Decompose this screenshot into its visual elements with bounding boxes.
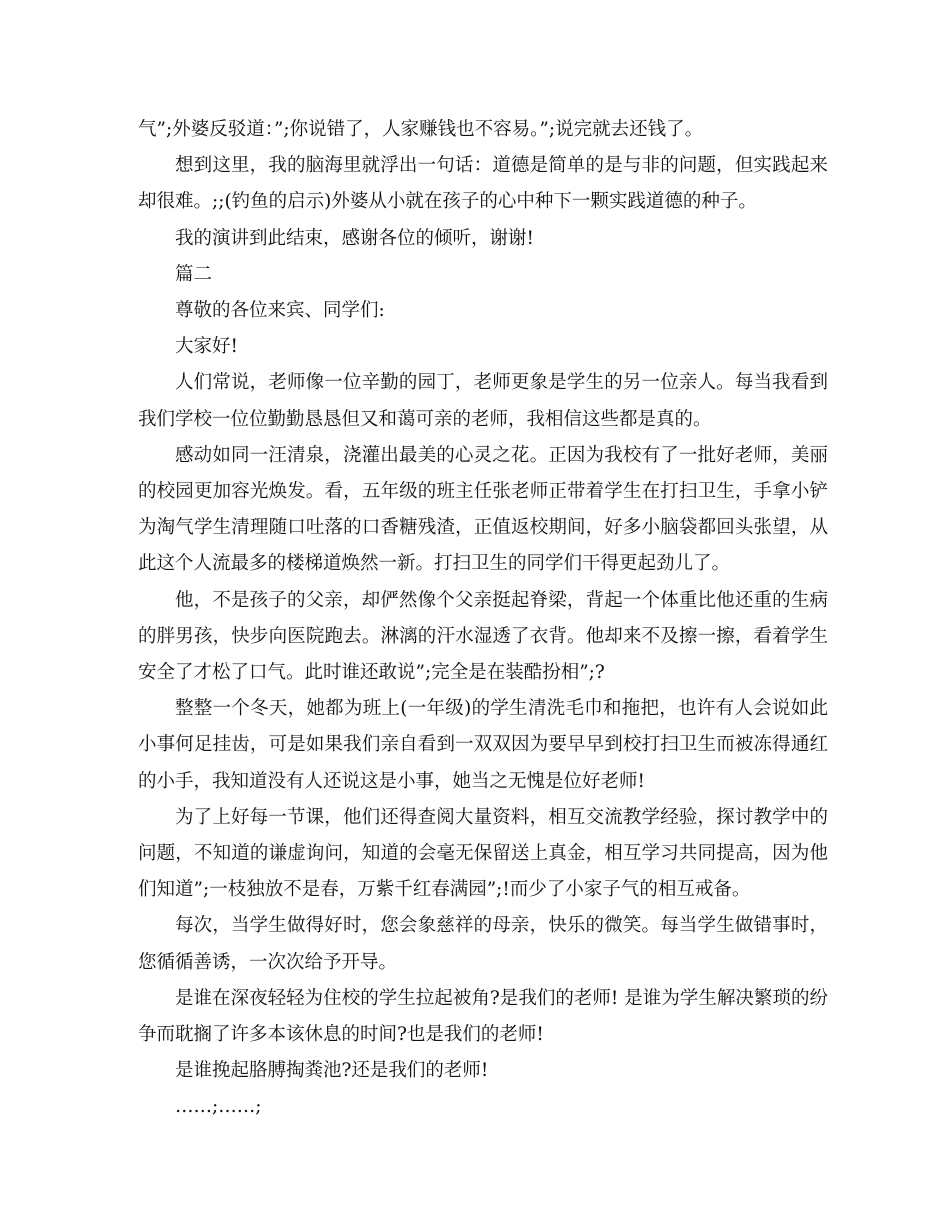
paragraph: 是谁挽起胳膊掏粪池?还是我们的老师!	[175, 1060, 489, 1082]
paragraph: 整整一个冬天，她都为班上(一年级)的学生清洗毛巾和拖把，也许有人会说如此小事何足挂齿，可是如果我们亲自看到一双双因为要早早到校打扫卫生而被冻得通红的小手，我知道没有人还说这是小事，她当之无愧是位好老师!	[138, 698, 828, 792]
paragraph-ellipsis: ……;……;	[175, 1096, 262, 1118]
paragraph: 想到这里，我的脑海里就浮出一句话：道德是简单的是与非的问题，但实践起来却很难。;;(钓鱼的启示)外婆从小就在孩子的心中种下一颗实践道德的种子。	[138, 155, 828, 213]
paragraph: 人们常说，老师像一位辛勤的园丁，老师更象是学生的另一位亲人。每当我看到我们学校一位位勤勤恳恳但又和蔼可亲的老师，我相信这些都是真的。	[138, 372, 828, 430]
paragraph: 每次，当学生做得好时，您会象慈祥的母亲，快乐的微笑。每当学生做错事时，您循循善诱，一次次给予开导。	[138, 915, 828, 973]
paragraph: 为了上好每一节课，他们还得查阅大量资料，相互交流教学经验，探讨教学中的问题，不知道的谦虚询问，知道的会毫无保留送上真金，相互学习共同提高，因为他们知道”;一枝独放不是春，万紫千红春满园”;!而少了小家子气的相互戒备。	[138, 806, 828, 901]
paragraph: 他，不是孩子的父亲，却俨然像个父亲挺起脊梁，背起一个体重比他还重的生病的胖男孩，快步向医院跑去。淋漓的汗水湿透了衣背。他却来不及擦一擦，看着学生安全了才松了口气。此时谁还敢说”;完全是在装酷扮相”;?	[138, 589, 828, 684]
paragraph: 感动如同一汪清泉，浇灌出最美的心灵之花。正因为我校有了一批好老师，美丽的校园更加容光焕发。看，五年级的班主任张老师正带着学生在打扫卫生，手拿小铲为淘气学生清理随口吐落的口香糖残渣，正值返校期间，好多小脑袋都回头张望，从此这个人流最多的楼梯道焕然一新。打扫卫生的同学们干得更起劲儿了。	[138, 444, 828, 575]
section-heading: 篇二	[175, 263, 213, 285]
greeting: 大家好!	[175, 336, 238, 358]
paragraph: 是谁在深夜轻轻为住校的学生拉起被角?是我们的老师! 是谁为学生解决繁琐的纷争而耽搁了许多本该休息的时间?也是我们的老师!	[138, 987, 828, 1046]
paragraph-closing: 我的演讲到此结束，感谢各位的倾听，谢谢!	[175, 227, 534, 249]
salutation: 尊敬的各位来宾、同学们:	[175, 300, 385, 322]
paragraph-continuation: 气”;外婆反驳道：”;你说错了，人家赚钱也不容易。”;说完就去还钱了。	[138, 119, 704, 140]
document-body	[138, 112, 828, 1126]
